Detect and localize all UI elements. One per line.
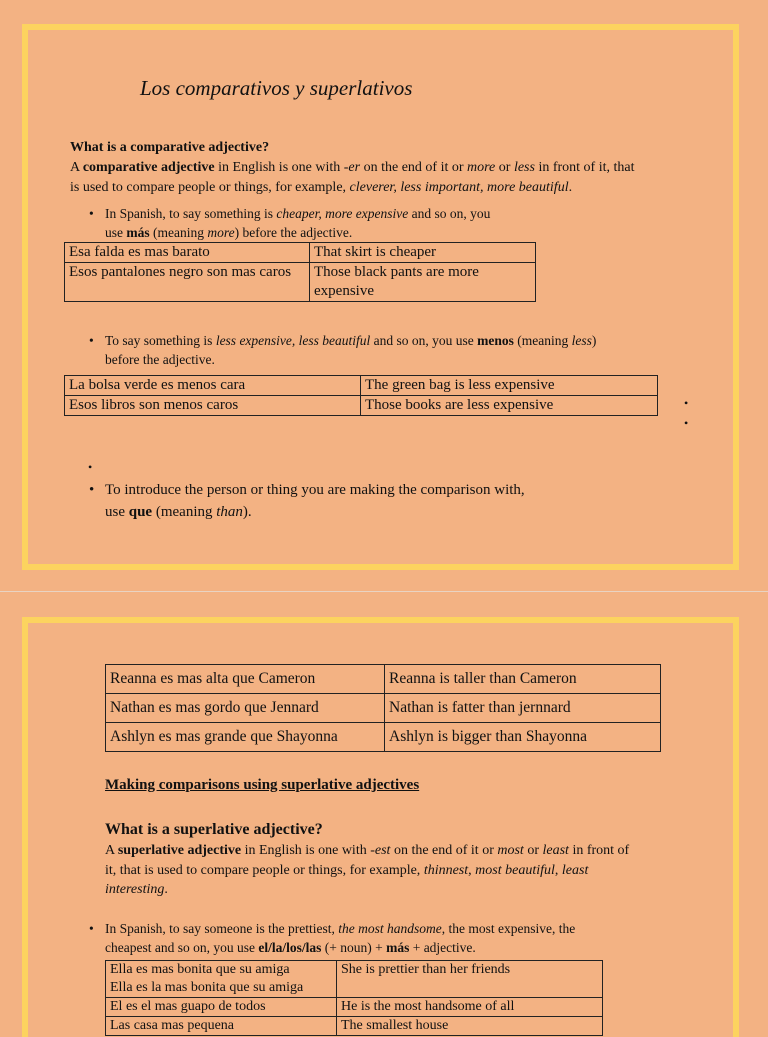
table-row: Reanna es mas alta que Cameron Reanna is taller than Cameron: [106, 665, 661, 694]
stray-bullet: •: [684, 396, 689, 410]
bullet-menos: • To say something is less expensive, less beautiful and so on, you use menos (meaning less) before the adjective.: [105, 331, 705, 369]
table-row: El es el mas guapo de todos He is the most handsome of all: [106, 998, 603, 1017]
slide-title: Los comparativos y superlativos: [140, 76, 413, 100]
stray-bullet: •: [684, 416, 689, 430]
table-row: La bolsa verde es menos cara The green bag is less expensive: [65, 376, 658, 396]
bullet-que: • To introduce the person or thing you are making the comparison with, use que (meaning than).: [105, 479, 685, 523]
superlative-definition: A superlative adjective in English is one with -est on the end of it or most or least in front of it, that is used to compare people or things, for example, thinnest, most beautiful, least interesting.: [105, 843, 630, 897]
table-menos-examples: [64, 375, 658, 416]
table-que-examples: [105, 664, 661, 752]
table-row: Esos pantalones negro son mas caros Those black pants are more expensive: [65, 263, 536, 302]
table-mas-examples: [64, 242, 536, 302]
bullet-superlative: • In Spanish, to say someone is the prettiest, the most handsome, the most expensive, the cheapest and so on, you use el/la/los/las (+ noun) + más + adjective.: [105, 919, 705, 957]
table-superlative-examples: [105, 960, 603, 1036]
comparative-question: What is a comparative adjective?: [70, 140, 270, 155]
slide-superlatives: [22, 617, 739, 1037]
superlative-question: What is a superlative adjective?: [105, 821, 323, 838]
table-row: Nathan es mas gordo que Jennard Nathan is fatter than jernnard: [106, 694, 661, 723]
table-row: Esos libros son menos caros Those books are less expensive: [65, 396, 658, 416]
bullet-mas: • In Spanish, to say something is cheaper, more expensive and so on, you use más (meaning more) before the adjective.: [105, 204, 605, 242]
table-row: Las casa mas pequena The smallest house: [106, 1017, 603, 1036]
table-row: Ella es mas bonita que su amiga Ella es la mas bonita que su amiga She is prettier than her friends: [106, 961, 603, 998]
superlative-heading: Making comparisons using superlative adjectives: [105, 777, 420, 793]
slide-separator: [0, 591, 768, 592]
stray-bullet: •: [88, 460, 93, 474]
table-row: Ashlyn es mas grande que Shayonna Ashlyn is bigger than Shayonna: [106, 723, 661, 752]
comparative-definition: A comparative adjective in English is one with -er on the end of it or more or less in front of it, that is used to compare people or things, for example, cleverer, less important, more beautiful.: [70, 160, 635, 195]
table-row: Esa falda es mas barato That skirt is cheaper: [65, 243, 536, 263]
slide-comparatives: [22, 24, 739, 570]
